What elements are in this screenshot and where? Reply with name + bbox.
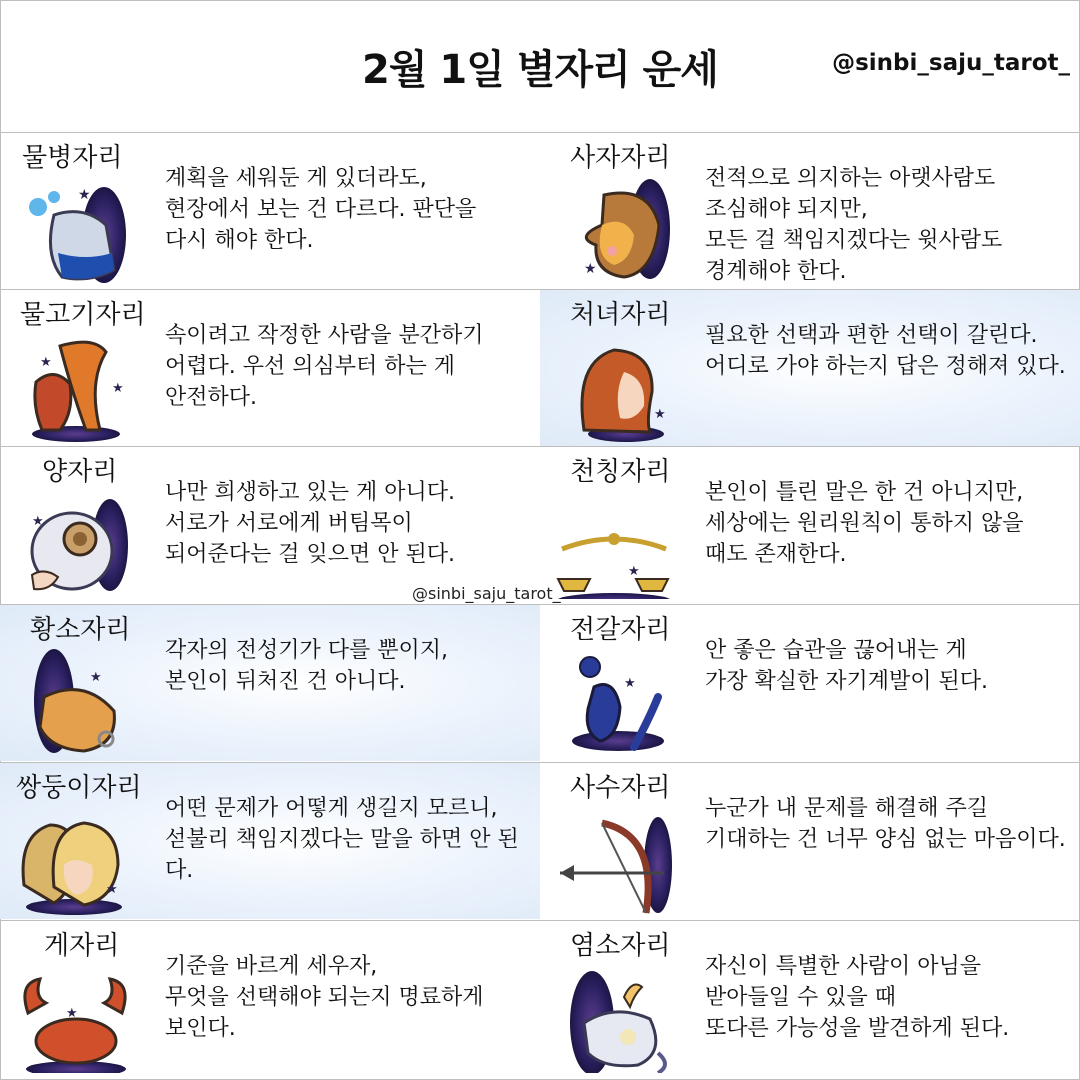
fortune-text: 나만 희생하고 있는 게 아니다. 서로가 서로에게 버팀목이 되어준다는 걸 잊으면 안 된다. (165, 480, 455, 567)
account-handle: @sinbi_saju_tarot_ (832, 50, 1070, 76)
svg-text:★: ★ (32, 514, 44, 529)
svg-text:★: ★ (106, 882, 118, 897)
header (0, 0, 1080, 132)
fortune-text: 누군가 내 문제를 해결해 주길 기대하는 건 너무 양심 없는 마음이다. (705, 796, 1066, 852)
sign-card-capricorn (540, 921, 1080, 1077)
fortune-text: 각자의 전성기가 다를 뿐이지, 본인이 뒤처진 건 아니다. (165, 638, 448, 694)
cancer-crab-icon (14, 953, 132, 1073)
sign-name: 사수자리 (570, 773, 671, 803)
taurus-bull-icon (14, 637, 132, 757)
sign-card-cancer (0, 921, 540, 1077)
capricorn-goat-icon (554, 953, 672, 1073)
svg-text:★: ★ (66, 1006, 78, 1021)
sign-name: 게자리 (44, 931, 120, 961)
sign-name: 황소자리 (30, 615, 131, 645)
libra-scales-icon (554, 479, 672, 599)
sign-name: 사자자리 (570, 143, 671, 173)
svg-text:★: ★ (112, 381, 124, 396)
sign-card-libra (540, 447, 1080, 603)
sagittarius-bow-icon (554, 795, 672, 915)
sign-card-gemini (0, 763, 540, 919)
svg-text:★: ★ (628, 564, 640, 579)
sign-card-taurus (0, 605, 540, 761)
gemini-twins-icon (14, 795, 132, 915)
svg-text:★: ★ (90, 670, 102, 685)
sign-name: 양자리 (42, 457, 118, 487)
svg-text:★: ★ (40, 355, 52, 370)
pisces-fish-icon (14, 322, 132, 442)
fortune-text: 필요한 선택과 편한 선택이 갈린다. 어디로 가야 하는지 답은 정해져 있다. (705, 323, 1066, 379)
fortune-text: 속이려고 작정한 사람을 분간하기 어렵다. 우선 의심부터 하는 게 안전하다. (165, 323, 484, 410)
sign-name: 염소자리 (570, 931, 671, 961)
sign-name: 천칭자리 (570, 457, 671, 487)
watermark-handle: @sinbi_saju_tarot_ (412, 584, 561, 603)
sign-card-aquarius (0, 133, 540, 289)
sign-name: 전갈자리 (570, 615, 671, 645)
sign-card-sagittarius (540, 763, 1080, 919)
page-title: 2월 1일 별자리 운세 (362, 47, 718, 93)
sign-name: 쌍둥이자리 (16, 773, 142, 803)
svg-text:★: ★ (584, 261, 597, 277)
sign-name: 물병자리 (22, 143, 123, 173)
fortune-text: 기준을 바르게 세우자, 무엇을 선택해야 되는지 명료하게 보인다. (165, 954, 484, 1041)
fortune-text: 자신이 특별한 사람이 아님을 받아들일 수 있을 때 또다른 가능성을 발견하게 된다. (705, 954, 1010, 1041)
aries-ram-icon (14, 479, 132, 599)
sign-card-scorpio (540, 605, 1080, 761)
svg-text:★: ★ (624, 676, 636, 691)
fortune-text: 어떤 문제가 어떻게 생길지 모르니, 섣불리 책임지겠다는 말을 하면 안 된 다. (165, 796, 519, 883)
scorpio-scorpion-icon (554, 637, 672, 757)
sign-card-aries (0, 447, 540, 603)
leo-lion-icon (554, 165, 672, 285)
svg-text:★: ★ (654, 407, 666, 422)
sign-name: 처녀자리 (570, 300, 671, 330)
sign-card-leo (540, 133, 1080, 289)
fortune-text: 본인이 틀린 말은 한 건 아니지만, 세상에는 원리원칙이 통하지 않을 때도 존재한다. (705, 480, 1024, 567)
sign-card-pisces (0, 290, 540, 446)
virgo-maiden-icon (554, 322, 672, 442)
aquarius-water-jar-icon (14, 165, 132, 285)
svg-text:★: ★ (78, 187, 91, 203)
fortune-text: 안 좋은 습관을 끊어내는 게 가장 확실한 자기계발이 된다. (705, 638, 988, 694)
sign-name: 물고기자리 (20, 300, 146, 330)
sign-card-virgo (540, 290, 1080, 446)
fortune-text: 계획을 세워둔 게 있더라도, 현장에서 보는 건 다르다. 판단을 다시 해야 한다. (165, 166, 477, 253)
fortune-text: 전적으로 의지하는 아랫사람도 조심해야 되지만, 모든 걸 책임지겠다는 윗사람도 경계해야 한다. (705, 166, 1003, 284)
